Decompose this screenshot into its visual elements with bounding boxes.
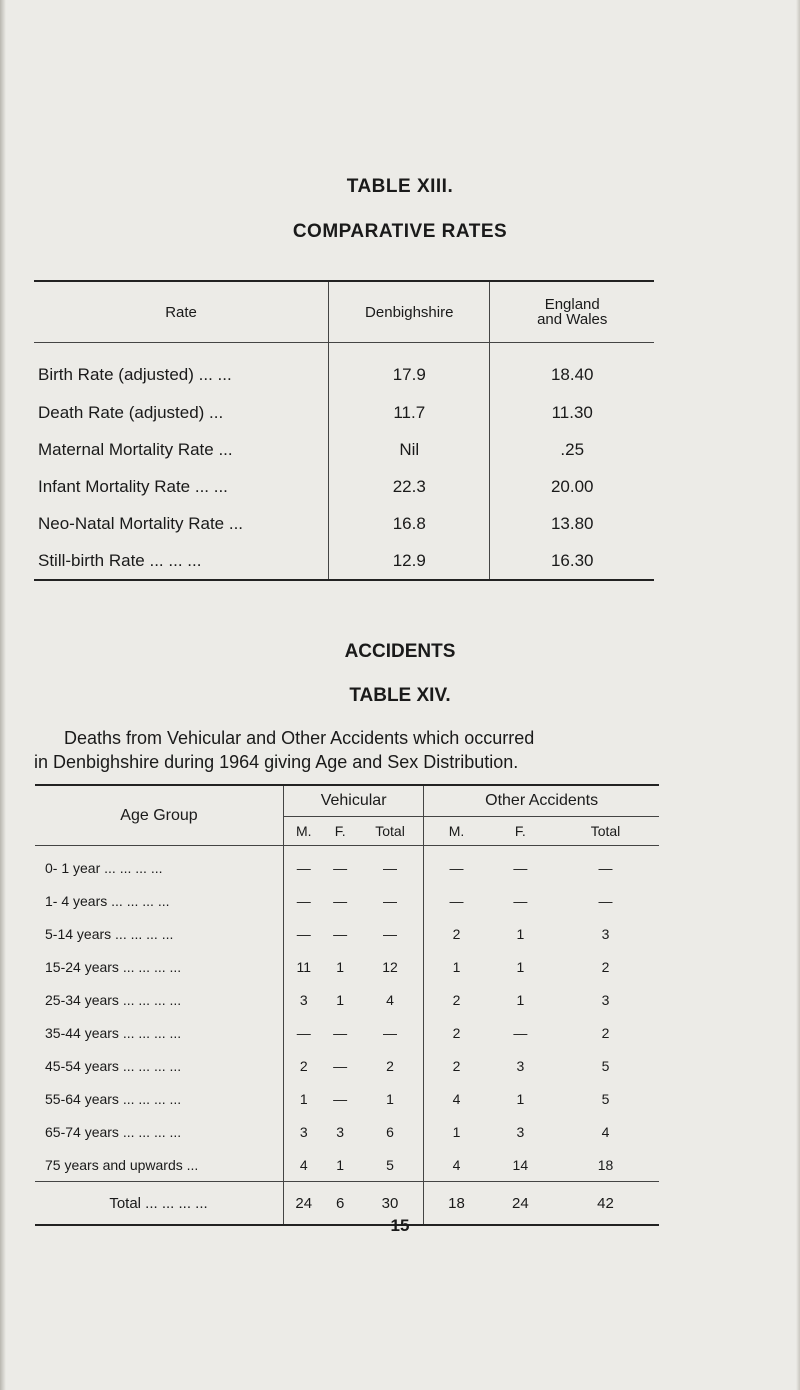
- header-england-wales: [490, 281, 654, 343]
- other-total: —: [598, 892, 613, 909]
- description-line-2: in Denbighshire during 1964 giving Age and Sex Distribution.: [34, 752, 519, 772]
- vehicular-total: —: [357, 1016, 424, 1049]
- age-group-cell: 75 years and upwards ...: [35, 1148, 284, 1182]
- header-vehicular-total: Total: [357, 817, 424, 846]
- other-total: 3: [601, 991, 610, 1008]
- vehicular-total: 12: [357, 950, 424, 983]
- england-value: 18.40: [550, 365, 594, 384]
- denbighshire-value: 16.8: [329, 505, 490, 542]
- total-vehicular-total: 30: [357, 1182, 424, 1226]
- other-f: 3: [516, 1057, 525, 1074]
- table-row: [35, 884, 659, 917]
- vehicular-m: 3: [299, 991, 308, 1008]
- other-total: 18: [552, 1148, 659, 1182]
- header-other-m: M.: [424, 817, 489, 846]
- table13-title: TABLE XIII.: [346, 176, 454, 197]
- vehicular-f: —: [333, 1024, 348, 1041]
- denbighshire-value: 11.7: [329, 394, 490, 431]
- total-other-f: 24: [512, 1194, 529, 1212]
- age-group-cell: 55-64 years ... ... ... ...: [35, 1082, 284, 1115]
- header-and-wales: and Wales: [537, 311, 608, 328]
- vehicular-m: 1: [299, 1090, 308, 1107]
- other-total: —: [598, 859, 613, 876]
- vehicular-f: 1: [336, 991, 345, 1008]
- england-value: .25: [560, 439, 585, 459]
- vehicular-m: —: [296, 859, 311, 876]
- other-m: —: [449, 859, 464, 876]
- vehicular-f: —: [333, 1057, 348, 1074]
- age-group-cell: 65-74 years ... ... ... ...: [35, 1115, 284, 1148]
- header-vehicular-m: M.: [284, 817, 324, 846]
- header-other-total: Total: [552, 817, 659, 846]
- other-f: —: [513, 1024, 528, 1041]
- vehicular-f: 3: [336, 1123, 345, 1140]
- other-f: 1: [516, 1090, 525, 1107]
- table-row: [34, 343, 654, 395]
- rate-label: Birth Rate (adjusted) ... ...: [34, 343, 329, 395]
- vehicular-m: 2: [299, 1057, 308, 1074]
- vehicular-total: —: [357, 884, 424, 917]
- accident-deaths-table: [35, 784, 659, 1226]
- table14-description: [34, 726, 774, 774]
- age-group-cell: 0- 1 year ... ... ... ...: [35, 846, 284, 885]
- vehicular-total: 2: [357, 1049, 424, 1082]
- other-m: 1: [452, 1123, 461, 1140]
- age-group-cell: 5-14 years ... ... ... ...: [35, 917, 284, 950]
- vehicular-m: 11: [296, 958, 312, 975]
- rate-label: Still-birth Rate ... ... ...: [34, 542, 329, 580]
- table-row: [35, 983, 659, 1016]
- age-group-cell: 45-54 years ... ... ... ...: [35, 1049, 284, 1082]
- total-vehicular-m: 24: [295, 1194, 313, 1212]
- other-m: 2: [452, 925, 461, 942]
- age-group-cell: 15-24 years ... ... ... ...: [35, 950, 284, 983]
- other-m: 1: [452, 958, 461, 975]
- vehicular-f: 1: [336, 958, 345, 975]
- vehicular-m: 4: [284, 1148, 324, 1182]
- age-group-cell: 1- 4 years ... ... ... ...: [35, 884, 284, 917]
- other-total: 4: [601, 1123, 610, 1140]
- vehicular-f: —: [333, 1090, 348, 1107]
- accidents-heading: ACCIDENTS: [344, 641, 456, 662]
- header-rate: Rate: [34, 281, 329, 343]
- table-row: [35, 1049, 659, 1082]
- total-label: Total ... ... ... ...: [35, 1182, 284, 1226]
- vehicular-f: —: [333, 892, 348, 909]
- vehicular-total: 5: [357, 1148, 424, 1182]
- denbighshire-value: 17.9: [329, 343, 490, 395]
- vehicular-total: 4: [357, 983, 424, 1016]
- vehicular-m: 3: [299, 1123, 308, 1140]
- table-row: [35, 1115, 659, 1148]
- denbighshire-value: Nil: [329, 431, 490, 468]
- other-total: 2: [601, 1024, 610, 1041]
- other-m: 2: [452, 1024, 461, 1041]
- table-row: [35, 1016, 659, 1049]
- england-value: 13.80: [550, 513, 594, 533]
- table-row: [35, 917, 659, 950]
- rate-label: Maternal Mortality Rate ...: [34, 431, 329, 468]
- rate-label: Death Rate (adjusted) ...: [34, 394, 329, 431]
- vehicular-total: —: [357, 846, 424, 885]
- england-value: 11.30: [551, 402, 593, 422]
- vehicular-m: —: [296, 1024, 311, 1041]
- other-f: 1: [516, 991, 525, 1008]
- other-total: 3: [601, 925, 610, 942]
- table-row: [34, 431, 654, 468]
- other-total: 5: [601, 1090, 610, 1107]
- table-row: [35, 1148, 659, 1182]
- denbighshire-value: 12.9: [329, 542, 490, 580]
- other-m: 2: [452, 991, 461, 1008]
- denbighshire-value: 22.3: [329, 468, 490, 505]
- table13-subtitle: COMPARATIVE RATES: [292, 221, 508, 242]
- vehicular-total: 6: [357, 1115, 424, 1148]
- table-row: [34, 542, 654, 580]
- vehicular-f: —: [333, 925, 348, 942]
- comparative-rates-table: [34, 280, 654, 581]
- header-other-accidents: Other Accidents: [424, 785, 659, 817]
- header-vehicular-f: F.: [323, 817, 356, 846]
- table-row: [35, 846, 659, 885]
- age-group-cell: 35-44 years ... ... ... ...: [35, 1016, 284, 1049]
- total-vehicular-f: 6: [335, 1194, 345, 1212]
- table-row: [35, 950, 659, 983]
- table14-title: TABLE XIV.: [349, 685, 451, 706]
- table-row: [34, 505, 654, 542]
- vehicular-total: —: [357, 917, 424, 950]
- vehicular-m: —: [296, 925, 311, 942]
- age-group-cell: 25-34 years ... ... ... ...: [35, 983, 284, 1016]
- table-row: [34, 468, 654, 505]
- rate-label: Infant Mortality Rate ... ...: [34, 468, 329, 505]
- header-other-f: F.: [489, 817, 552, 846]
- header-england: England: [544, 296, 600, 313]
- vehicular-m: —: [296, 892, 311, 909]
- other-m: 4: [452, 1090, 461, 1107]
- description-line-1: Deaths from Vehicular and Other Accidents which occurred: [64, 728, 535, 748]
- other-f: —: [513, 859, 528, 876]
- england-value: 16.30: [550, 550, 594, 570]
- other-m: 4: [424, 1148, 489, 1182]
- other-f: 14: [489, 1148, 552, 1182]
- other-f: —: [513, 892, 528, 909]
- table-row: [35, 1082, 659, 1115]
- header-age-group: Age Group: [35, 785, 284, 846]
- header-vehicular: Vehicular: [284, 785, 424, 817]
- other-f: 1: [516, 958, 525, 975]
- other-m: 2: [452, 1057, 461, 1074]
- rate-label: Neo-Natal Mortality Rate ...: [34, 505, 329, 542]
- page-number: 15: [390, 1216, 410, 1235]
- table-row: [34, 394, 654, 431]
- other-f: 1: [516, 925, 525, 942]
- header-denbighshire: Denbighshire: [329, 281, 490, 343]
- vehicular-f: —: [333, 859, 348, 876]
- other-f: 3: [516, 1123, 525, 1140]
- total-other-total: 42: [597, 1194, 614, 1212]
- vehicular-total: 1: [357, 1082, 424, 1115]
- other-m: —: [449, 892, 464, 909]
- other-total: 5: [601, 1057, 610, 1074]
- other-total: 2: [601, 958, 610, 975]
- england-value: 20.00: [550, 476, 594, 496]
- vehicular-f: 1: [323, 1148, 356, 1182]
- total-other-m: 18: [448, 1194, 465, 1212]
